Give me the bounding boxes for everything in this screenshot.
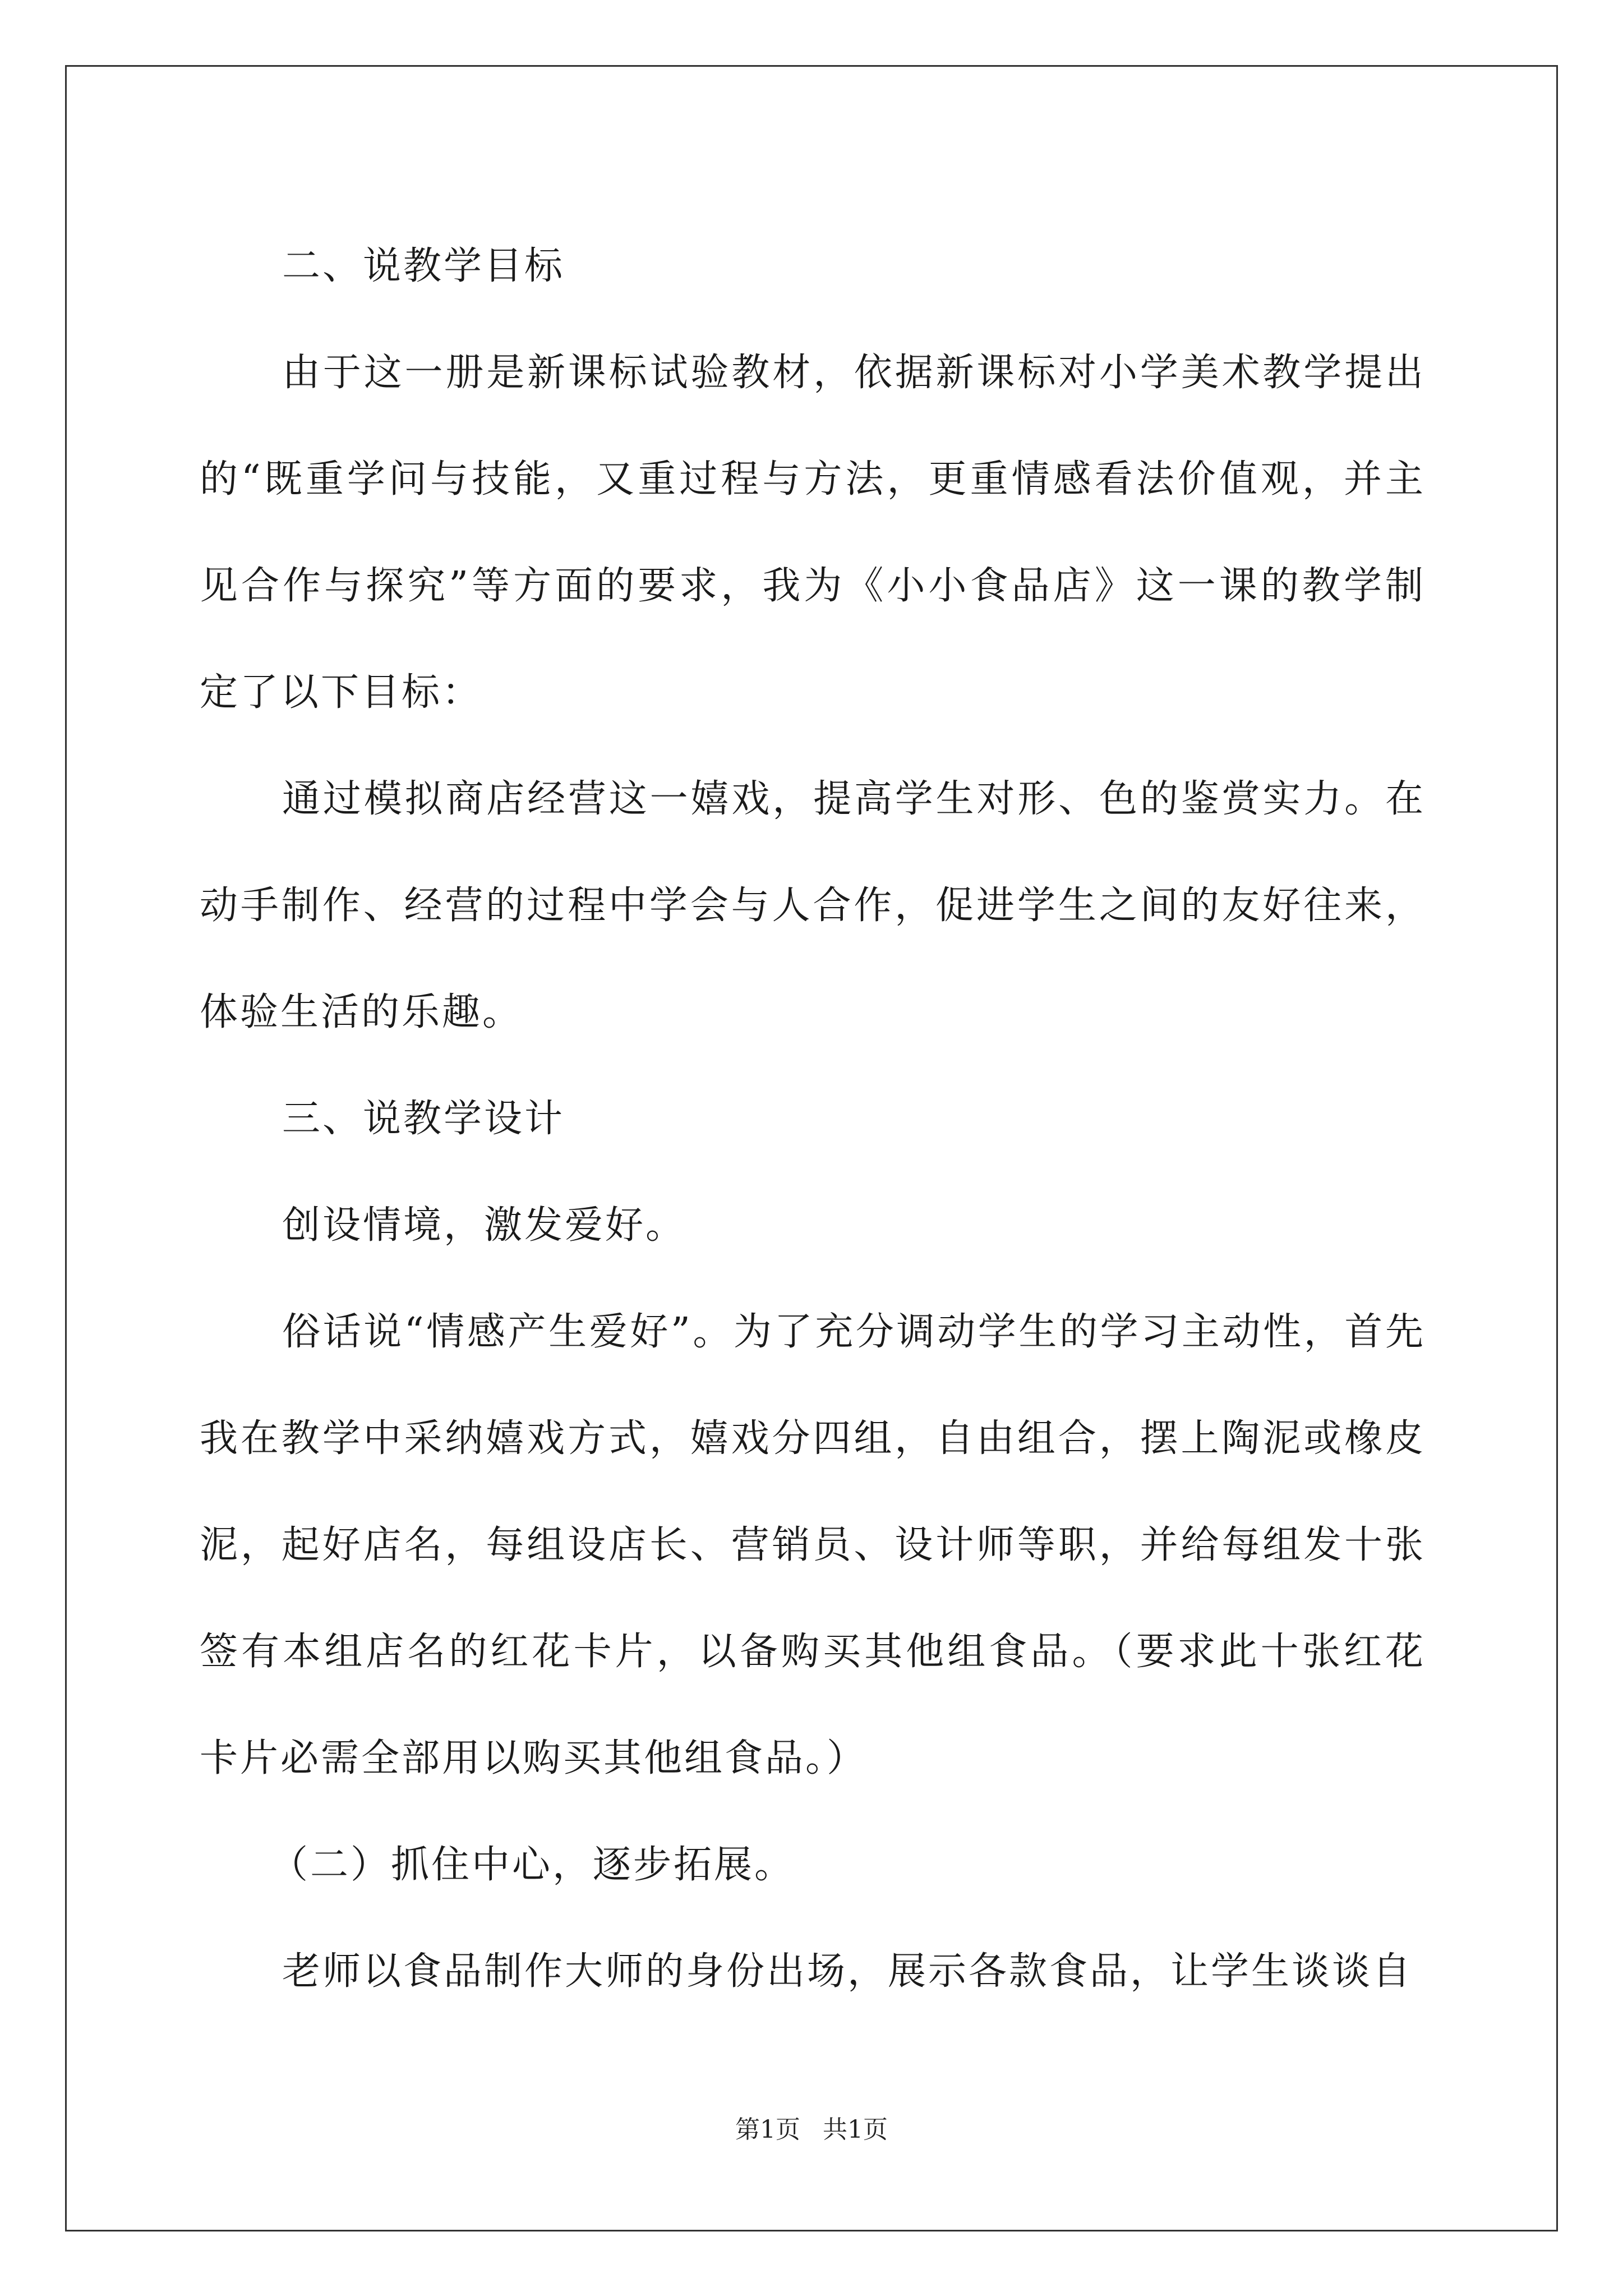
- document-body: [200, 213, 1426, 2025]
- section-heading-design: 三、说教学设计: [282, 1097, 565, 1141]
- page-number-total: 共1页: [823, 2115, 888, 2144]
- subheading-create-situation: 创设情境，激发爱好。: [282, 1203, 686, 1248]
- page-number-current: 第1页: [735, 2115, 800, 2144]
- paragraph-game-method: 俗话说“情感产生爱好”。为了充分调动学生的学习主动性，首先我在教学中采纳嬉戏方式，嬉戏分四组，自由组合，摆上陶泥或橡皮泥，起好店名，每组设店长、营销员、设计师等职，并给每组发十张签有本组店名的红花卡片，以备购买其他组食品。（要求此十张红花卡片必需全部用以购买其他组食品。）: [200, 1310, 1426, 1780]
- paragraph-teacher-role: 老师以食品制作大师的身份出场，展示各款食品，让学生谈谈自: [282, 1949, 1413, 1994]
- subheading-expand: （二）抓住中心，逐步拓展。: [270, 1843, 795, 1887]
- section-heading-objectives: 二、说教学目标: [282, 244, 565, 288]
- paragraph-objectives-detail: 通过模拟商店经营这一嬉戏，提高学生对形、色的鉴赏实力。在动手制作、经营的过程中学会与人合作，促进学生之间的友好往来，体验生活的乐趣。: [200, 777, 1426, 1034]
- paragraph-objectives-intro: 由于这一册是新课标试验教材，依据新课标对小学美术教学提出的“既重学问与技能，又重过程与方法，更重情感看法价值观，并主见合作与探究”等方面的要求，我为《小小食品店》这一课的教学制定了以下目标：: [200, 351, 1426, 715]
- page-footer: [0, 2109, 1623, 2145]
